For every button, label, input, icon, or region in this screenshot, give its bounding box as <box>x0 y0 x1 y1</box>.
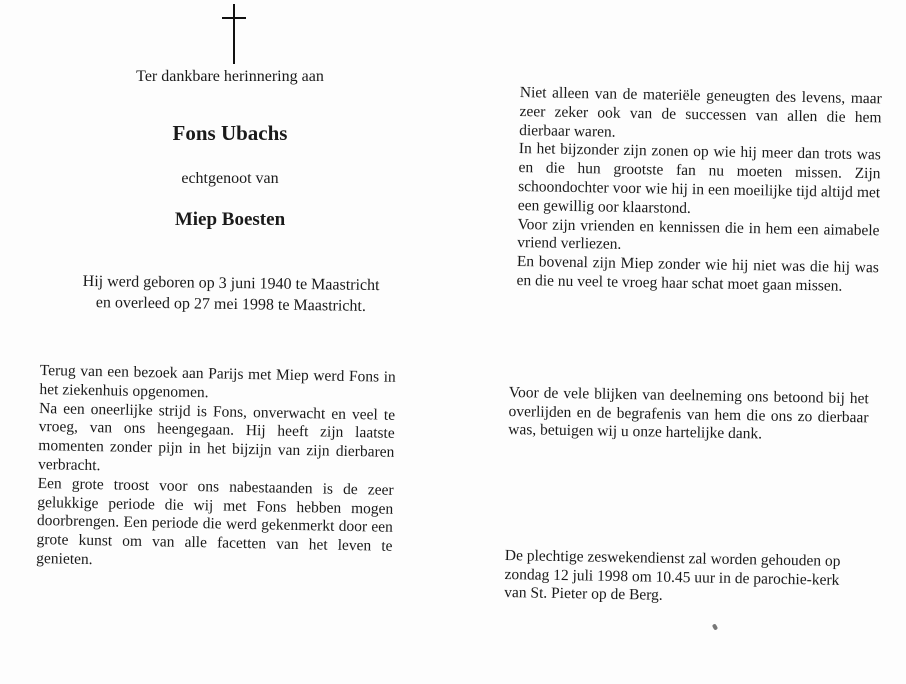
thanks-text: Voor de vele blijken van deelneming ons betoond bij het overlijden en de begrafenis van hem die ons zo dierbaar was, betuigen wij u onze hartelijke dank. <box>508 384 869 443</box>
right-paragraph: En bovenal zijn Miep zonder wie hij niet was die hij was en die nu veel te vroeg haar schat moet gaan missen. <box>516 253 879 295</box>
right-paragraph: Voor zijn vrienden en kennissen die in hem een aimabele vriend verliezen. <box>517 215 880 254</box>
cross-icon <box>222 4 248 64</box>
left-text-block <box>36 362 396 576</box>
service-block <box>504 547 863 609</box>
spouse-name: Miep Boesten <box>174 209 286 230</box>
left-paragraph: Terug van een bezoek aan Parijs met Miep werd Fons in het ziekenhuis opgenomen. <box>39 362 396 402</box>
death-line: en overleed op 27 mei 1998 te Maastricht. <box>95 294 367 315</box>
right-paragraph: In het bijzonder zijn zonen op wie hij meer dan trots was en die hun grootste fan nu moeten missen. Zijn schoondochter voor wie hij in een moeilijke tijd altijd met een gewillig oor klaarstond. <box>517 140 881 217</box>
print-speck <box>712 623 718 630</box>
left-paragraph: Na een oneerlijke strijd is Fons, onverwacht en veel te vroeg, van ons heengegaan. Hij heeft zijn laatste momenten zonder pijn in het bijzijn van zijn dierbaren verbracht. <box>37 399 396 475</box>
intro-line: Ter dankbare herinnering aan <box>136 68 324 85</box>
right-paragraph: Niet alleen van de materiële geneugten des levens, maar zeer zeker ook van de successen van allen die hem dierbaar waren. <box>519 84 882 141</box>
life-dates <box>48 270 415 317</box>
relation-line: echtgenoot van <box>181 170 279 187</box>
birth-line: Hij werd geboren op 3 juni 1940 te Maastricht <box>82 272 380 295</box>
deceased-name: Fons Ubachs <box>172 121 288 145</box>
service-text: De plechtige zeswekendienst zal worden gehouden op zondag 12 juli 1998 om 10.45 uur in de parochie-kerk van St. Pieter op de Berg. <box>504 547 841 604</box>
right-text-block <box>516 84 882 297</box>
thanks-block <box>508 384 869 446</box>
left-paragraph: Een grote troost voor ons nabestaanden is de zeer gelukkige periode die wij met Fons hebben mogen doorbrengen. Een periode die werd gekenmerkt door een grote kunst om van alle facetten van het leven te genieten. <box>36 474 394 569</box>
